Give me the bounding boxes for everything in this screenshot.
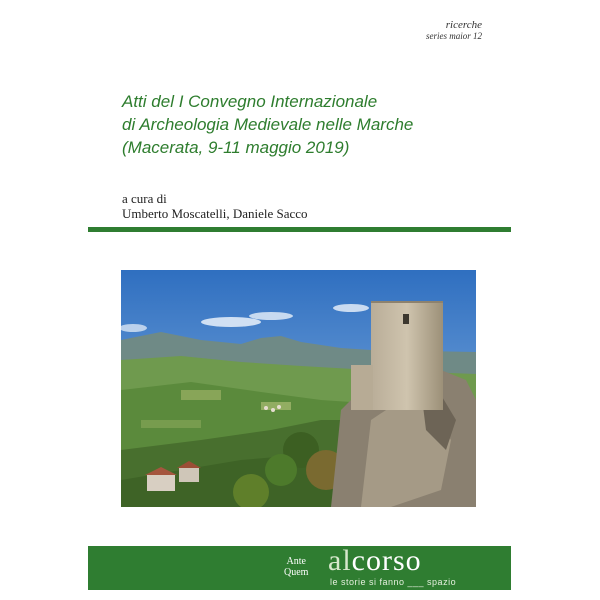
brand-al: al (328, 544, 352, 577)
title-line-2: di Archeologia Medievale nelle Marche (122, 115, 414, 134)
editors-names: Umberto Moscatelli, Daniele Sacco (122, 206, 308, 221)
imprint-line-1: Ante (286, 556, 306, 567)
publisher-tagline: le storie si fanno ___ spazio (330, 577, 457, 587)
imprint-line-2: Quem (284, 567, 309, 578)
publisher-footer (88, 546, 511, 590)
series-label (426, 20, 482, 42)
series-number: series maior 12 (426, 31, 482, 41)
series-name: ricerche (445, 19, 482, 31)
brand-corso: corso (351, 544, 422, 577)
title-line-3: (Macerata, 9-11 maggio 2019) (122, 138, 350, 157)
green-divider (88, 227, 511, 232)
imprint-logo (284, 556, 308, 578)
title-line-1: Atti del I Convegno Internazionale (122, 92, 378, 111)
editors-prefix: a cura di (122, 191, 167, 206)
publisher-brand (328, 544, 422, 578)
book-title (122, 90, 522, 159)
editors (122, 191, 308, 221)
cover-photo (121, 270, 476, 507)
